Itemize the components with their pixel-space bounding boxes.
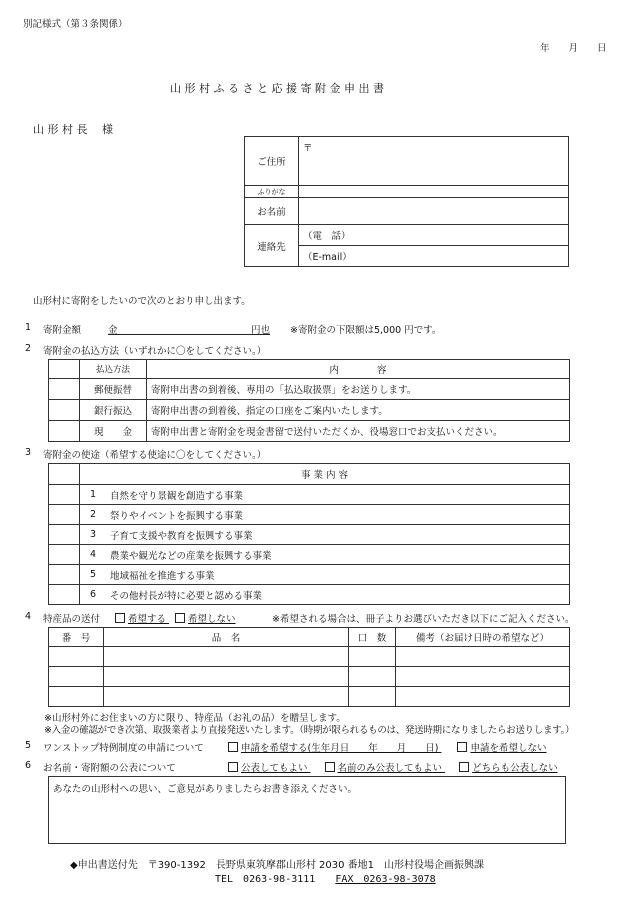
checkbox-icon[interactable] — [459, 762, 469, 772]
section1-label: 寄附金額 — [43, 325, 82, 336]
payment-select-cell[interactable] — [49, 421, 80, 442]
payment-row[interactable] — [49, 400, 570, 421]
onestop-yes-option[interactable]: 申請を希望する(生年月日 年 月 日) — [228, 743, 438, 754]
footer-address: ◆申出書送付先 〒390-1392 長野県東筑摩郡山形村 2030 番地1 山形村役場企画振興課 — [70, 860, 485, 871]
usage-number: 5 — [80, 565, 107, 585]
usage-col-header: 事 業 内 容 — [80, 464, 570, 485]
date-field: 年 月 日 — [540, 43, 607, 54]
usage-text: 自然を守り景観を創造する事業 — [106, 485, 570, 505]
usage-select-cell[interactable] — [49, 545, 80, 565]
contact-label: 連絡先 — [245, 225, 299, 267]
section4-label: 特産品の送付 — [43, 614, 101, 625]
usage-text: 地域福祉を推進する事業 — [106, 565, 570, 585]
usage-table — [48, 463, 570, 605]
onestop-no-option[interactable]: 申請を希望しない — [457, 743, 546, 754]
payment-row[interactable] — [49, 421, 570, 442]
col-gift-remarks: 備考（お届け日時の希望など） — [396, 628, 570, 647]
publish-opt1[interactable]: 公表してもよい — [228, 763, 308, 774]
applicant-table — [244, 136, 569, 267]
usage-row[interactable] — [49, 485, 570, 505]
payment-select-cell[interactable] — [49, 379, 80, 400]
comment-prompt: あなたの山形村への思い、ご意見がありましたらお書き添えください。 — [53, 784, 358, 795]
postal-mark: 〒 — [303, 143, 313, 154]
payment-content: 寄附申出書の到着後、専用の「払込取扱票」をお送りします。 — [147, 379, 570, 400]
form-type: 別記様式（第３条関係） — [23, 19, 128, 30]
payment-method: 銀行振込 — [80, 400, 147, 421]
gift-yes-option[interactable]: 希望する — [115, 614, 166, 625]
addressee: 山 形 村 長 様 — [33, 123, 113, 136]
address-field[interactable] — [299, 137, 569, 186]
footer-fax: FAX 0263-98-3078 — [335, 874, 436, 885]
publish-opt3[interactable]: どちらも公表しない — [459, 763, 558, 774]
amount-suffix: 円也 — [250, 325, 270, 336]
payment-select-cell[interactable] — [49, 400, 80, 421]
amount-note: ※寄附金の下限額は5,000 円です。 — [290, 325, 442, 336]
payment-content: 寄附申出書と寄附金を現金書留で送付いただくか、役場窓口でお支払いください。 — [147, 421, 570, 442]
usage-number: 4 — [80, 545, 107, 565]
gift-footnote-1: ※山形村外にお住まいの方に限り、特産品（お礼の品）を贈呈します。 — [44, 713, 346, 724]
usage-row[interactable] — [49, 565, 570, 585]
payment-row[interactable] — [49, 379, 570, 400]
col-method: 払込方法 — [80, 360, 147, 379]
gift-row[interactable] — [49, 687, 570, 707]
usage-row[interactable] — [49, 505, 570, 525]
usage-number: 2 — [80, 505, 107, 525]
col-gift-name: 品 名 — [104, 628, 349, 647]
checkbox-icon[interactable] — [175, 613, 185, 623]
usage-text: 農業や観光などの産業を振興する事業 — [106, 545, 570, 565]
publish-option-group — [208, 760, 558, 774]
comment-box[interactable] — [48, 776, 566, 844]
email-label: （E-mail） — [303, 252, 352, 263]
section2-number: 2 — [25, 343, 32, 354]
checkbox-icon[interactable] — [228, 762, 238, 772]
usage-text: 子育て支援や教育を振興する事業 — [106, 525, 570, 545]
col-gift-no: 番 号 — [49, 628, 104, 647]
gift-note: ※希望される場合は、冊子よりお選びいただき以下にご記入ください。 — [272, 614, 575, 625]
footer-tel: TEL 0263-98-3111 — [215, 874, 316, 885]
phone-field[interactable] — [299, 225, 569, 246]
usage-row[interactable] — [49, 585, 570, 605]
checkbox-icon[interactable] — [115, 613, 125, 623]
usage-select-cell[interactable] — [49, 525, 80, 545]
phone-label: （電 話） — [303, 231, 351, 242]
usage-select-cell[interactable] — [49, 505, 80, 525]
email-field[interactable] — [299, 246, 569, 267]
page-title: 山 形 村 ふ る さ と 応 援 寄 附 金 申 出 書 — [170, 82, 384, 95]
payment-method: 現 金 — [80, 421, 147, 442]
intro-text: 山形村に寄附をしたいので次のとおり申し出ます。 — [33, 296, 251, 307]
payment-table — [48, 359, 570, 442]
usage-number: 6 — [80, 585, 107, 605]
section2-label: 寄附金の払込方法（いずれかに〇をしてください。） — [43, 346, 267, 357]
checkbox-icon[interactable] — [228, 742, 238, 752]
usage-select-cell[interactable] — [49, 485, 80, 505]
gift-table — [48, 627, 570, 707]
gift-option-group — [115, 611, 236, 625]
usage-text: 祭りやイベントを振興する事業 — [106, 505, 570, 525]
name-label: お名前 — [245, 198, 299, 225]
gift-row[interactable] — [49, 667, 570, 687]
section5-number: 5 — [25, 740, 32, 751]
section5-label: ワンストップ特例制度の申請について — [43, 743, 204, 754]
payment-method: 郵便振替 — [80, 379, 147, 400]
amount-prefix: 金 — [108, 325, 118, 336]
section4-number: 4 — [25, 611, 32, 622]
section6-label: お名前・寄附額の公表について — [43, 763, 176, 774]
section6-number: 6 — [25, 760, 32, 771]
usage-select-header — [49, 464, 80, 485]
checkbox-icon[interactable] — [457, 742, 467, 752]
usage-row[interactable] — [49, 525, 570, 545]
section1-number: 1 — [25, 322, 32, 333]
onestop-option-group — [208, 740, 546, 754]
usage-row[interactable] — [49, 545, 570, 565]
gift-footnote-2: ※入金の確認ができ次第、取扱業者より直接発送いたします。（時期が限られるものは、発送時期になりましたらお送りします。） — [44, 725, 575, 736]
section3-label: 寄附金の使途（希望する使途に〇をしてください。） — [43, 450, 267, 461]
col-content: 内 容 — [147, 360, 570, 379]
col-gift-qty: 口 数 — [349, 628, 396, 647]
payment-content: 寄附申出書の到着後、指定の口座をご案内いたします。 — [147, 400, 570, 421]
checkbox-icon[interactable] — [325, 762, 335, 772]
publish-opt2[interactable]: 名前のみ公表してもよい — [325, 763, 443, 774]
usage-text: その他村長が特に必要と認める事業 — [106, 585, 570, 605]
footer-contact — [215, 870, 436, 885]
name-field[interactable] — [299, 198, 569, 225]
furigana-label: ふりがな — [245, 186, 299, 198]
payment-select-header — [49, 360, 80, 379]
usage-number: 3 — [80, 525, 107, 545]
gift-row[interactable] — [49, 647, 570, 667]
address-label: ご住所 — [245, 137, 299, 186]
section3-number: 3 — [25, 447, 32, 458]
amount-field[interactable] — [108, 322, 270, 335]
usage-select-cell[interactable] — [49, 585, 80, 605]
usage-number: 1 — [80, 485, 107, 505]
usage-select-cell[interactable] — [49, 565, 80, 585]
gift-no-option[interactable]: 希望しない — [175, 614, 236, 625]
furigana-field[interactable] — [299, 186, 569, 198]
